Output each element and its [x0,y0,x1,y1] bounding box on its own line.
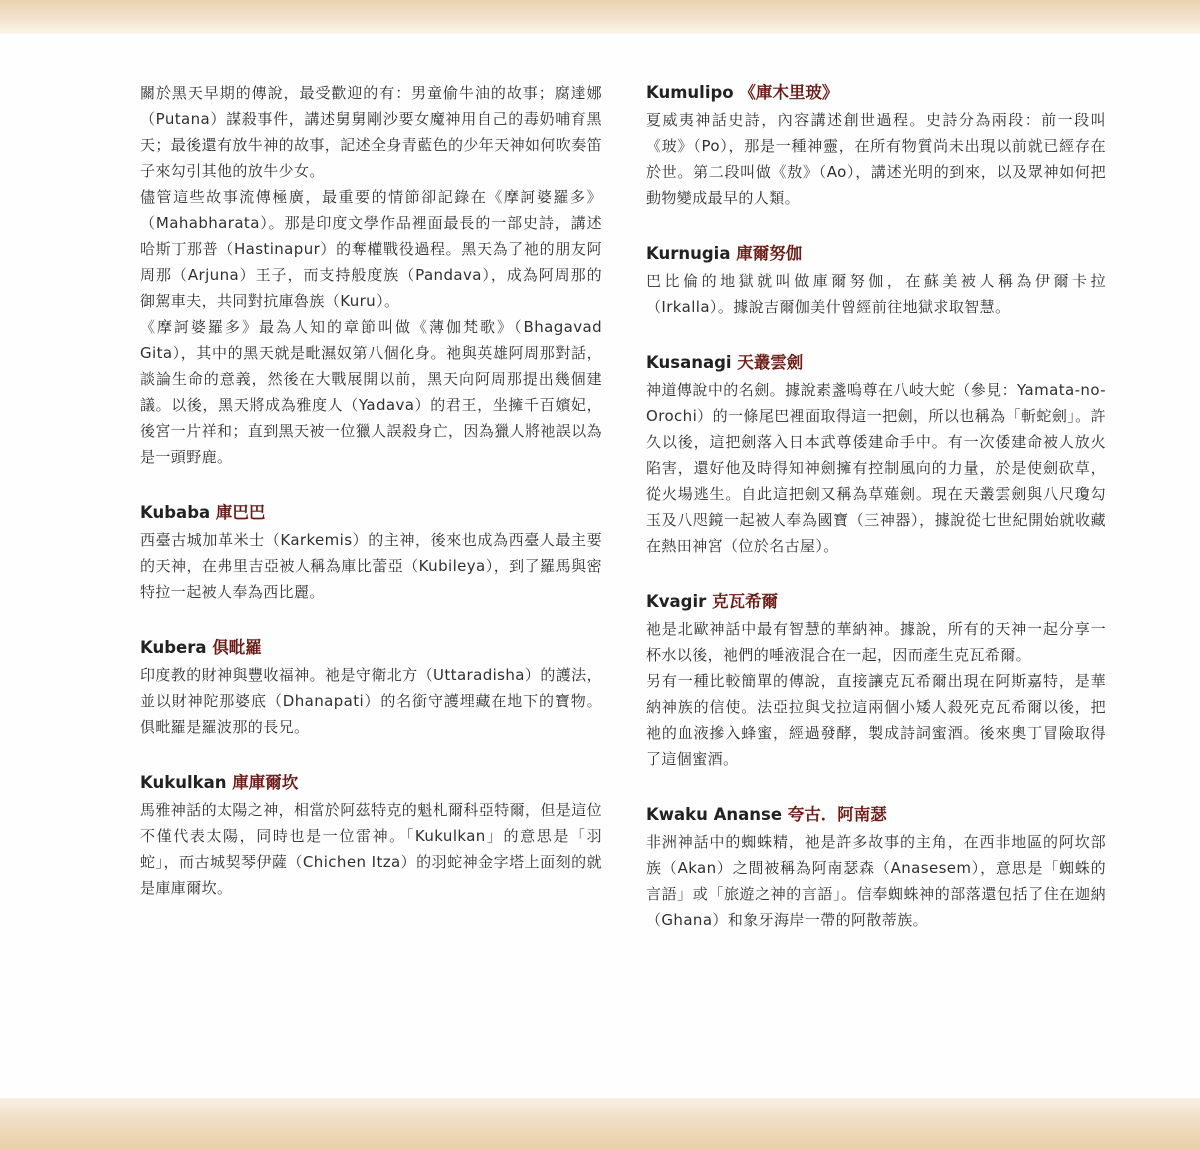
entry-kukulkan [140,770,602,901]
entry-paragraph: 祂是北歐神話中最有智慧的華納神。據說，所有的天神一起分享一杯水以後，祂們的唾液混合在一起，因而產生克瓦希爾。 [646,620,1106,664]
entry-paragraph: 西臺古城加革米士（Karkemis）的主神，後來也成為西臺人最主要的天神，在弗里吉亞被人稱為庫比蕾亞（Kubileya），到了羅馬與密特拉一起被人奉為西比麗。 [140,531,602,601]
entry-kubaba [140,500,602,605]
entry-heading [646,80,1106,106]
entry-title-latin: Kumulipo [646,83,734,102]
entry-title-cjk: 庫爾努伽 [736,244,803,263]
entry-title-cjk: 《庫木里玻》 [739,83,839,102]
entry-title-latin: Kusanagi [646,353,732,372]
entry-heading [646,350,1106,376]
page-bottom-band [0,1098,1200,1149]
entry-heading [646,589,1106,615]
intro-section [140,80,602,470]
entry-heading [646,241,1106,267]
entry-paragraph: 夏威夷神話史詩，內容講述創世過程。史詩分為兩段：前一段叫《玻》（Po），那是一種神靈，在所有物質尚未出現以前就已經存在於世。第二段叫做《敖》（Ao），講述光明的到來，以及眾神如何把動物變成最早的人類。 [646,111,1106,207]
entry-paragraph: 另有一種比較簡單的傳說，直接讓克瓦希爾出現在阿斯嘉特，是華納神族的信使。法亞拉與戈拉這兩個小矮人殺死克瓦希爾以後，把祂的血液摻入蜂蜜，經過發酵，製成詩詞蜜酒。後來奧丁冒險取得了這個蜜酒。 [646,672,1106,768]
entry-heading [140,500,602,526]
entry-title-latin: Kubaba [140,503,211,522]
entry-title-cjk: 天叢雲劍 [737,353,804,372]
entry-heading [646,802,1106,828]
entry-paragraph: 馬雅神話的太陽之神，相當於阿茲特克的魁札爾科亞特爾，但是這位不僅代表太陽，同時也是一位雷神。「Kukulkan」的意思是「羽蛇」，而古城契琴伊薩（Chichen Itza）的羽蛇神金字塔上面刻的就是庫庫爾坎。 [140,801,603,897]
entry-title-cjk: 夸古．阿南瑟 [787,805,887,824]
entry-kubera [140,635,602,740]
entry-paragraph: 印度教的財神與豐收福神。祂是守衛北方（Uttaradisha）的護法，並以財神陀那婆底（Dhanapati）的名銜守護埋藏在地下的寶物。俱毗羅是羅波那的長兄。 [140,666,602,736]
entry-title-cjk: 庫巴巴 [215,503,266,522]
entry-title-cjk: 俱毗羅 [212,638,262,657]
left-column [140,80,602,901]
entry-title-latin: Kvagir [646,592,707,611]
entry-paragraph: 非洲神話中的蜘蛛精，祂是許多故事的主角，在西非地區的阿坎部族（Akan）之間被稱為阿南瑟森（Anasesem），意思是「蜘蛛的言語」或「旅遊之神的言語」。信奉蜘蛛神的部落還包括了住在迦納（Ghana）和象牙海岸一帶的阿散蒂族。 [646,833,1106,929]
entry-title-latin: Kukulkan [140,773,227,792]
intro-paragraph: 關於黑天早期的傳說，最受歡迎的有：男童偷牛油的故事；腐達娜（Putana）謀殺事件，講述舅舅剛沙要女魔神用自己的毒奶哺育黑天；最後還有放牛神的故事，記述全身青藍色的少年天神如何吹奏笛子來勾引其他的放牛少女。 [140,84,603,180]
entry-kwaku-ananse [646,802,1106,933]
entry-kusanagi [646,350,1106,559]
entry-title-latin: Kubera [140,638,207,657]
entry-kumulipo [646,80,1106,211]
entry-title-cjk: 克瓦希爾 [712,592,779,611]
page-top-band [0,0,1200,34]
intro-paragraph: 儘管這些故事流傳極廣，最重要的情節卻記錄在《摩訶婆羅多》（Mahabharata）。那是印度文學作品裡面最長的一部史詩，講述哈斯丁那普（Hastinapur）的奪權戰役過程。黑天為了祂的朋友阿周那（Arjuna）王子，而支持般度族（Pandava），成為阿周那的御駕車夫，共同對抗庫魯族（Kuru）。 [140,188,602,310]
entry-kvagir [646,589,1106,772]
entry-heading [140,635,602,661]
intro-paragraph: 《摩訶婆羅多》最為人知的章節叫做《薄伽梵歌》（Bhagavad Gita），其中的黑天就是毗濕奴第八個化身。祂與英雄阿周那對話，談論生命的意義，然後在大戰展開以前，黑天向阿周那提出幾個建議。以後，黑天將成為雅度人（Yadava）的君王，坐擁千百嬪妃，後宮一片祥和；直到黑天被一位獵人誤殺身亡，因為獵人將祂誤以為是一頭野鹿。 [140,318,603,466]
entry-paragraph: 神道傳說中的名劍。據說素盞嗚尊在八岐大蛇（參見：Yamata-no-Orochi）的一條尾巴裡面取得這一把劍，所以也稱為「斬蛇劍」。許久以後，這把劍落入日本武尊倭建命手中。有一次倭建命被人放火陷害，還好他及時得知神劍擁有控制風向的力量，於是使劍砍草，從火場逃生。自此這把劍又稱為草薙劍。現在天叢雲劍與八尺瓊勾玉及八咫鏡一起被人奉為國寶（三神器），據說從七世紀開始就收藏在熱田神宮（位於名古屋）。 [646,381,1106,555]
entry-kurnugia [646,241,1106,320]
entry-title-cjk: 庫庫爾坎 [232,773,299,792]
entry-heading [140,770,602,796]
right-column [646,80,1106,933]
entry-title-latin: Kwaku Ananse [646,805,783,824]
entry-paragraph: 巴比倫的地獄就叫做庫爾努伽，在蘇美被人稱為伊爾卡拉（Irkalla）。據說吉爾伽美什曾經前往地獄求取智慧。 [646,272,1106,316]
entry-title-latin: Kurnugia [646,244,731,263]
